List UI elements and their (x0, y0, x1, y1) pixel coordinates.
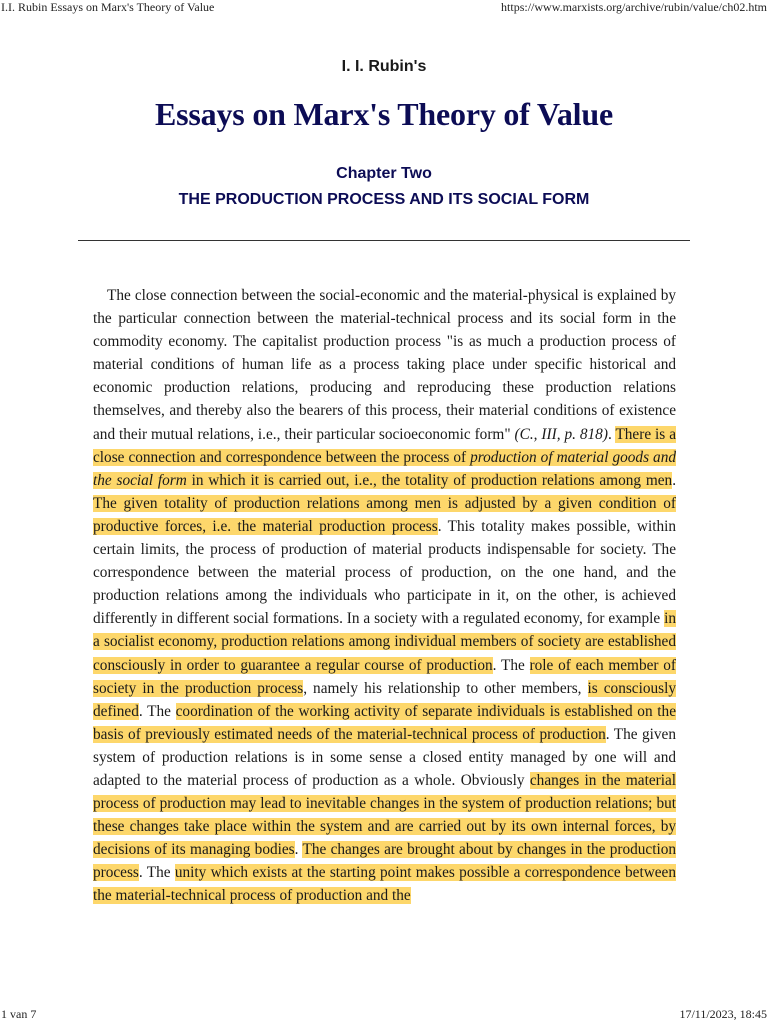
book-title: Essays on Marx's Theory of Value (155, 96, 613, 132)
print-header-url: https://www.marxists.org/archive/rubin/value/ch02.htm (501, 0, 767, 14)
print-header-title: I.I. Rubin Essays on Marx's Theory of Value (1, 0, 215, 14)
paragraph-text: . The given system of production relations is in some sense a closed entity managed by one will and adapted to the material process of production as a whole. Obviously (93, 725, 676, 789)
paragraph-text: . This totality makes possible, within certain limits, the process of production of material products indispensable for society. The correspondence between the material process of production, on the one hand, and the production relations among the individuals who participate in it, on the other, is achieved differently in different social formations. In a society with a regulated economy, for example (93, 517, 676, 628)
body-paragraph (93, 284, 676, 908)
highlighted-text: The changes are brought about by changes in the production process (93, 841, 676, 882)
chapter-title: THE PRODUCTION PROCESS AND ITS SOCIAL FORM (178, 191, 590, 208)
paragraph-text: (C., III, p. 818) (514, 425, 608, 443)
paragraph-text: , namely his relationship to other members, (303, 679, 588, 697)
highlighted-text: is consciously defined (93, 679, 676, 720)
print-header (0, 0, 768, 16)
paragraph-text: . (672, 471, 677, 489)
paragraph-text: . The (138, 702, 176, 720)
paragraph-text: . The (492, 656, 530, 674)
highlighted-text: role of each member of society in the production process (93, 656, 676, 697)
print-datetime: 17/11/2023, 18:45 (679, 1007, 767, 1021)
highlighted-text: The given totality of production relations among men is adjusted by a given condition of productive forces, i.e. the material production process (93, 494, 676, 535)
paragraph-text: . (607, 425, 616, 443)
print-footer (0, 1006, 768, 1022)
highlighted-text: coordination of the working activity of separate individuals is established on the basis of previously estimated needs of the material-technical process of production (93, 702, 676, 743)
divider-rule (78, 240, 690, 241)
highlighted-text: There is a close connection and correspondence between the process of (93, 425, 676, 466)
highlighted-text: production of material goods and the social form (93, 448, 676, 489)
highlighted-text: unity which exists at the starting point makes possible a correspondence between the material-technical process of production and the (93, 864, 676, 905)
chapter-label: Chapter Two (336, 165, 432, 182)
paragraph-text: . The (138, 864, 175, 882)
paragraph-text: The close connection between the social-economic and the material-physical is explained by the particular connection between the material-technical process and its social form in the commodity economy. The capitalist production process "is as much a production process of material conditions of human life as a process taking place under specific historical and economic production relations, producing and reproducing these production relations themselves, and thereby also the bearers of this process, their material conditions of existence and their mutual relations, i.e., their particular socioeconomic form" (93, 287, 676, 443)
highlighted-text: changes in the material process of production may lead to inevitable changes in the system of production relations; but these changes take place within the system and are carried out by its own internal forces, by decisions of its managing bodies (93, 771, 677, 859)
highlighted-text: in which it is carried out, i.e., the totality of production relations among men (186, 471, 673, 489)
highlighted-text: in a socialist economy, production relations among individual members of society are established consciously in order to guarantee a regular course of production (93, 610, 676, 674)
author-name: I. I. Rubin's (341, 58, 427, 75)
page-number: 1 van 7 (1, 1007, 37, 1021)
paragraph-text: . (294, 841, 303, 859)
